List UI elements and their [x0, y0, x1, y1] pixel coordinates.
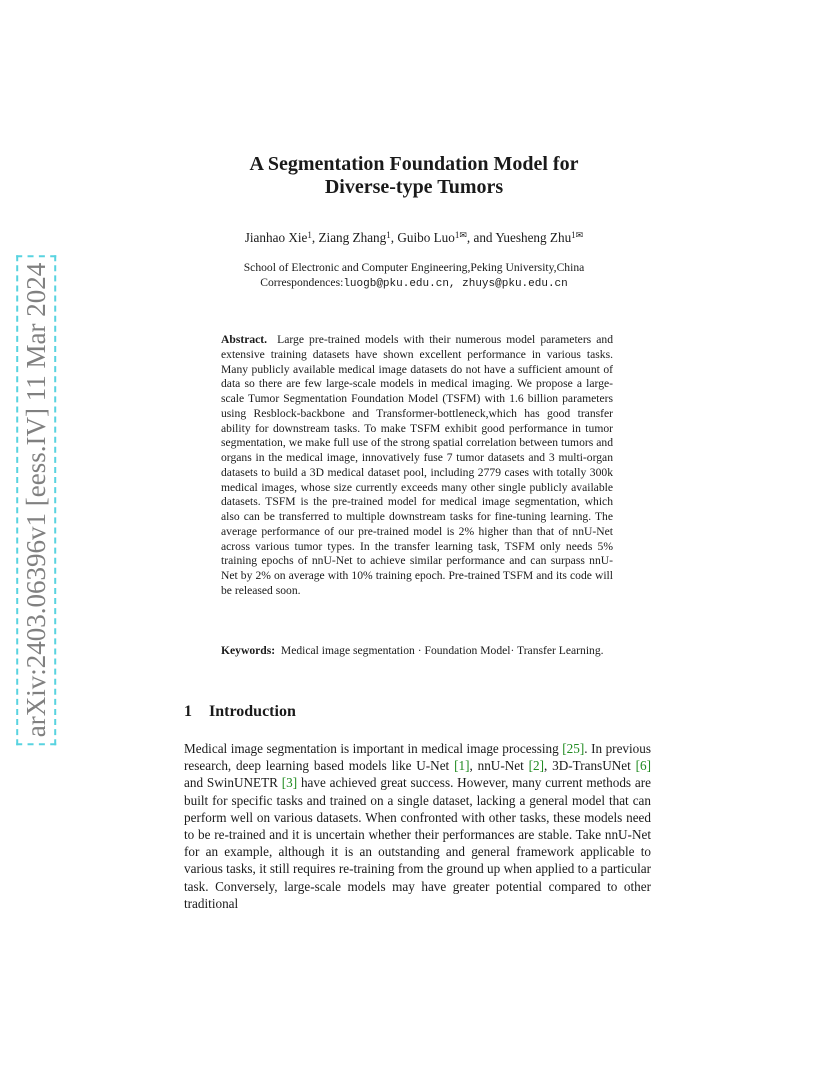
- intro-text: and SwinUNETR: [184, 775, 282, 791]
- author-affiliation-mark: 1✉: [571, 230, 584, 240]
- citation-link[interactable]: [3]: [281, 775, 298, 791]
- affiliation: School of Electronic and Computer Engineering,Peking University,China: [243, 261, 585, 274]
- citation-link[interactable]: [1]: [454, 758, 470, 774]
- intro-text: have achieved great success. However, many current methods are built for specific tasks and trained on a single dataset, lacking a general model that can perform well on various datasets. When confronted with other tasks, these models need to be re-trained and it is uncertain whether their performances are stable. Take nnU-Net for an example, although it is an outstanding and general framework applicable to various tasks, it still requires re-training from the ground up when applied to a particular task. Conversely, large-scale models may have greater potential compared to other traditional: [184, 775, 651, 911]
- author-name: Yuesheng Zhu: [495, 230, 572, 245]
- author-name: Jianhao Xie: [244, 230, 308, 245]
- intro-text: , 3D-TransUNet: [543, 758, 636, 774]
- citation-link[interactable]: [2]: [528, 758, 544, 774]
- affiliation-block: [0, 260, 828, 292]
- author-affiliation-mark: 1✉: [454, 230, 467, 240]
- title-line-1: A Segmentation Foundation Model for: [249, 153, 579, 175]
- section-title: Introduction: [209, 703, 296, 720]
- arxiv-identifier: arXiv:2403.06396v1 [eess.IV] 11 Mar 2024: [16, 255, 56, 745]
- intro-text: , nnU-Net: [469, 758, 529, 774]
- keywords-text: Medical image segmentation · Foundation Model· Transfer Learning.: [280, 644, 604, 657]
- keywords-label: Keywords:: [221, 644, 276, 657]
- abstract-label: Abstract.: [221, 333, 268, 346]
- intro-text: . In previous research, deep learning based models like U-Net: [184, 741, 652, 774]
- author-list: Jianhao Xie$^1$, Ziang Zhang$^1$, Guibo Luo$^{1✉}$, and Yuesheng Zhu$^{1✉}$: [244, 230, 584, 245]
- author-affiliation-mark: 1: [386, 230, 391, 240]
- arxiv-sidebar: [15, 250, 57, 750]
- abstract: [221, 333, 613, 599]
- keywords: [221, 644, 613, 659]
- citation-link[interactable]: [25]: [562, 741, 585, 756]
- title-line-2: Diverse-type Tumors: [324, 176, 504, 198]
- intro-text: Medical image segmentation is important in medical image processing: [184, 741, 563, 756]
- citation-link[interactable]: [6]: [635, 758, 651, 774]
- abstract-text: Large pre-trained models with their numerous model parameters and extensive training datasets have shown excellent performance in various tasks. Many publicly available medical image datasets do not have a sufficient amount of data so there are few large-scale models in medical imaging. We propose a large-scale Tumor Segmentation Foundation Model (TSFM) with 1.6 billion parameters using Resblock-backbone and Transformer-bottleneck,which has good transfer ability for downstream tasks. To make TSFM exhibit good performance in tumor segmentation, we make full use of the strong spatial correlation between tumors and organs in the medical image, innovatively fuse 7 tumor datasets and 3 multi-organ datasets to build a 3D medical dataset pool, including 2779 cases with totally 300k medical images, whose size currently exceeds many other single publicly available datasets. TSFM is the pre-trained model for medical image segmentation, which also can be transferred to multiple downstream tasks for fine-tuning learning. The average performance of our pre-trained model is 2% higher than that of nnU-Net across various tumor types. In the transfer learning task, TSFM only needs 5% training epochs of nnU-Net to achieve similar performance and can surpass nnU-Net by 2% on average with 10% training epoch. Pre-trained TSFM and its code will be released soon.: [221, 333, 613, 597]
- section-heading: [184, 703, 296, 721]
- paper-title: [0, 153, 828, 199]
- author-name: Ziang Zhang: [318, 230, 387, 245]
- intro-paragraph: [184, 740, 651, 912]
- correspondence-label: Correspondences:: [260, 276, 344, 289]
- section-number: 1: [184, 703, 192, 720]
- correspondence-emails: luogb@pku.edu.cn, zhuys@pku.edu.cn: [343, 278, 568, 290]
- correspondence: [0, 275, 828, 292]
- author-name: Guibo Luo: [397, 230, 455, 245]
- author-affiliation-mark: 1: [307, 230, 312, 240]
